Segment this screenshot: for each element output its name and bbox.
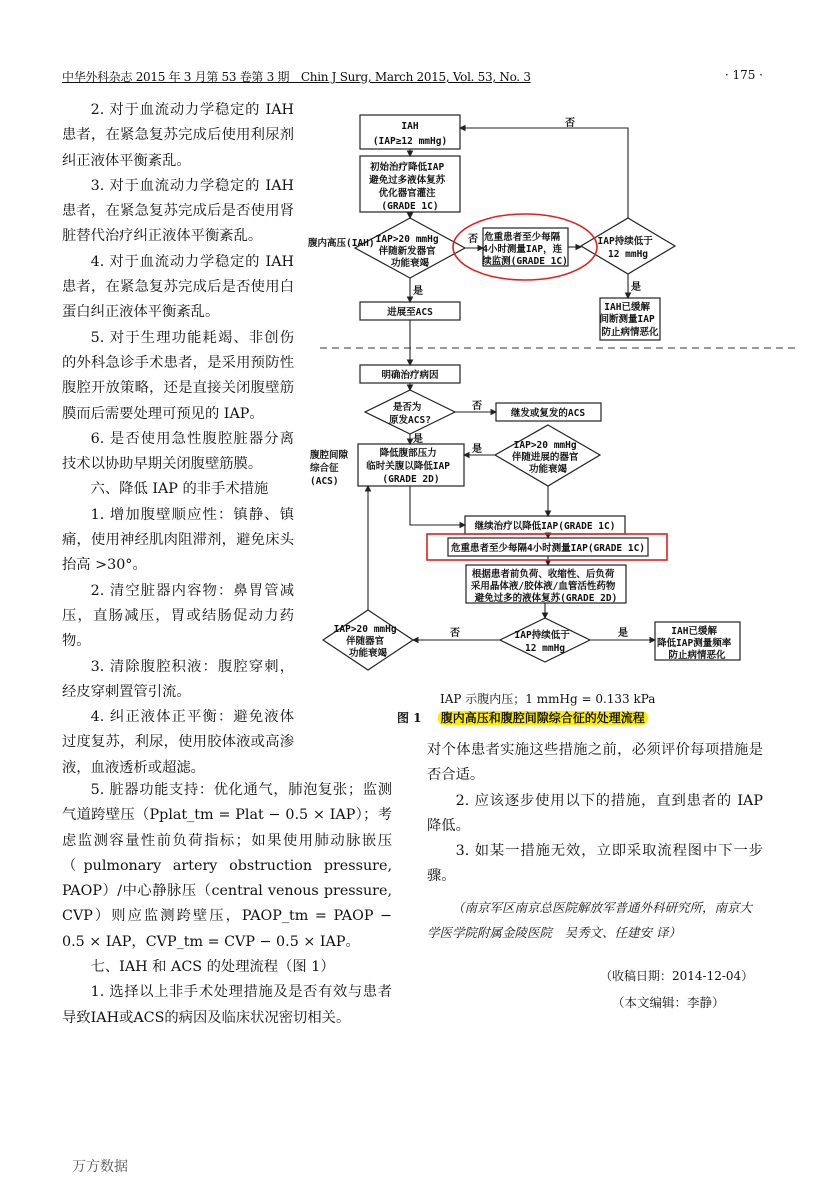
node-progress-acs: 进展至ACS bbox=[387, 307, 433, 318]
page-number: · 175 · bbox=[724, 68, 763, 82]
paragraph: 4. 对于血流动力学稳定的 IAH 患者，在紧急复苏完成后是否使用白蛋白纠正液体平衡紊乱。 bbox=[62, 253, 294, 321]
edge-label-no: 否 bbox=[468, 234, 478, 245]
paragraph: 1. 增加腹壁顺应性：镇静、镇痛，使用神经肌肉阻滞剂，避免床头抬高 >30°。 bbox=[62, 506, 294, 574]
node-initial-treatment: 初始治疗降低IAP 避免过多液体复苏 优化器官灌注 (GRADE 1C) bbox=[369, 162, 446, 212]
journal-citation: 中华外科杂志 2015 年 3 月第 53 卷第 3 期 Chin J Surg, March 2015, Vol. 53, No. 3 bbox=[62, 70, 531, 84]
section-heading: 六、降低 IAP 的非手术措施 bbox=[90, 481, 269, 498]
flowchart-figure bbox=[300, 100, 800, 700]
node-monitor-4h-bottom: 危重患者至少每隔4小时测量IAP(GRADE 1C) bbox=[450, 543, 646, 554]
decision-below12-top: IAP持续低于 12 mmHg bbox=[597, 236, 653, 260]
paragraph: 2. 清空脏器内容物：鼻胃管减压，直肠减压，胃或结肠促动力药物。 bbox=[62, 582, 294, 650]
figure-note: IAP 示腹内压；1 mmHg = 0.133 kPa bbox=[440, 692, 656, 706]
section-label-iah: 腹内高压(IAH) bbox=[308, 238, 375, 249]
paragraph: 2. 对于血流动力学稳定的 IAH 患者，在紧急复苏完成后使用利尿剂纠正液体平衡紊乱。 bbox=[62, 102, 294, 169]
node-continue-treatment: 继续治疗以降低IAP(GRADE 1C) bbox=[474, 521, 616, 532]
edge-label-yes: 是 bbox=[413, 286, 423, 297]
node-iah-text: IAH (IAP≥12 mmHg) bbox=[372, 121, 448, 147]
left-column bbox=[62, 98, 294, 781]
paragraph: 4. 纠正液体正平衡：避免液体过度复苏，利尿，使用胶体液或高渗液，血液透析或超滤。 bbox=[62, 709, 294, 776]
editor-credit: （本文编辑：李静） bbox=[612, 995, 725, 1010]
translator-text: （南京军区南京总医院解放军普通外科研究所，南京大学医学院附属金陵医院 吴秀文、任建安 译） bbox=[427, 900, 753, 940]
figure-title-highlighted: 腹内高压和腹腔间隙综合征的处理流程 bbox=[438, 711, 648, 725]
paragraph: 3. 对于血流动力学稳定的 IAH 患者，在紧急复苏完成后是否使用肾脏替代治疗纠正液体平衡紊乱。 bbox=[62, 177, 294, 245]
node-identify-cause: 明确治疗病因 bbox=[381, 370, 439, 381]
section-heading: 七、IAH 和 ACS 的处理流程（图 1） bbox=[90, 959, 335, 976]
paragraph: 1. 选择以上非手术处理措施及是否有效与患者导致IAH或ACS的病因及临床状况密切相关。 bbox=[62, 984, 392, 1026]
node-iah-resolved-top: IAH已缓解 间断测量IAP 防止病情恶化 bbox=[599, 302, 659, 338]
edge-label-no: 否 bbox=[472, 401, 482, 412]
node-monitor-4h: 危重患者至少每隔 4小时测量IAP，连 续监测(GRADE 1C) bbox=[482, 232, 568, 267]
decision-iap20-new: IAP>20 mmHg 伴随新发器官 功能衰竭 bbox=[375, 234, 439, 269]
decision-primary-acs: 是否为 原发ACS? bbox=[389, 402, 431, 426]
decision-below12-bottom: IAP持续低于 12 mmHg bbox=[514, 630, 570, 654]
wide-text-block bbox=[62, 778, 392, 1031]
running-header bbox=[62, 68, 763, 88]
paragraph: 3. 如某一措施无效，立即采取流程图中下一步骤。 bbox=[427, 843, 763, 885]
node-decompress: 降低腹部压力 临时关腹以降低IAP (GRADE 2D) bbox=[366, 448, 450, 485]
figure-caption bbox=[397, 709, 648, 726]
decision-progressive: IAP>20 mmHg 伴随进展的器官 功能衰竭 bbox=[511, 440, 579, 475]
figure-number: 图 1 bbox=[397, 711, 422, 725]
edge-label-yes: 是 bbox=[413, 434, 423, 445]
right-column bbox=[427, 738, 763, 890]
paragraph: 3. 清除腹腔积液：腹腔穿刺，经皮穿刺置管引流。 bbox=[62, 658, 294, 700]
node-iah-resolved-bottom: IAH已缓解 降低IAP测量频率 防止病情恶化 bbox=[657, 626, 732, 661]
paragraph: 6. 是否使用急性腹腔脏器分离技术以协助早期关闭腹壁筋膜。 bbox=[62, 430, 294, 473]
edge-label-yes: 是 bbox=[631, 282, 641, 293]
translator-credit bbox=[427, 895, 763, 945]
edge-label-yes: 是 bbox=[472, 444, 482, 455]
edge-label-no: 否 bbox=[565, 118, 575, 129]
paragraph: 2. 应该逐步使用以下的措施，直到患者的 IAP 降低。 bbox=[427, 792, 763, 834]
edge-label-yes: 是 bbox=[618, 628, 628, 639]
received-date: （收稿日期：2014-12-04） bbox=[600, 969, 754, 983]
paragraph: 5. 脏器功能支持：优化通气，肺泡复张；监测气道跨壁压（Pplat_tm = Plat − 0.5 × IAP）；考虑监测容量性前负荷指标；如果使用肺动脉嵌压（pulmonary artery obstruction pressure, PAOP）/中心静脉压（central venous pressure, CVP）则应监测跨壁压，PAOP_tm = PAOP − 0.5 × IAP，CVP_tm = CVP − 0.5 × IAP。 bbox=[62, 782, 392, 950]
node-fluid-management: 根据患者前负荷、收缩性、后负荷 采用晶体液/胶体液/血管活性药物 避免过多的液体复苏(GRADE 2D) bbox=[470, 569, 618, 604]
edge-label-no: 否 bbox=[450, 628, 460, 639]
node-secondary-acs: 继发或复发的ACS bbox=[510, 408, 586, 419]
section-label-acs: 腹腔间隙 综合征 (ACS) bbox=[310, 450, 349, 487]
paragraph-continuation: 对个体患者实施这些措施之前，必须评价每项措施是否合适。 bbox=[427, 742, 763, 784]
paragraph: 5. 对于生理功能耗竭、非创伤的外科急诊手术患者，是采用预防性腹腔开放策略，还是直接关闭腹壁筋膜而后需要处理可预见的 IAP。 bbox=[62, 329, 294, 422]
watermark: 万方数据 bbox=[72, 1159, 128, 1175]
decision-organ-failure: IAP>20 mmHg 伴随器官 功能衰竭 bbox=[333, 624, 397, 659]
